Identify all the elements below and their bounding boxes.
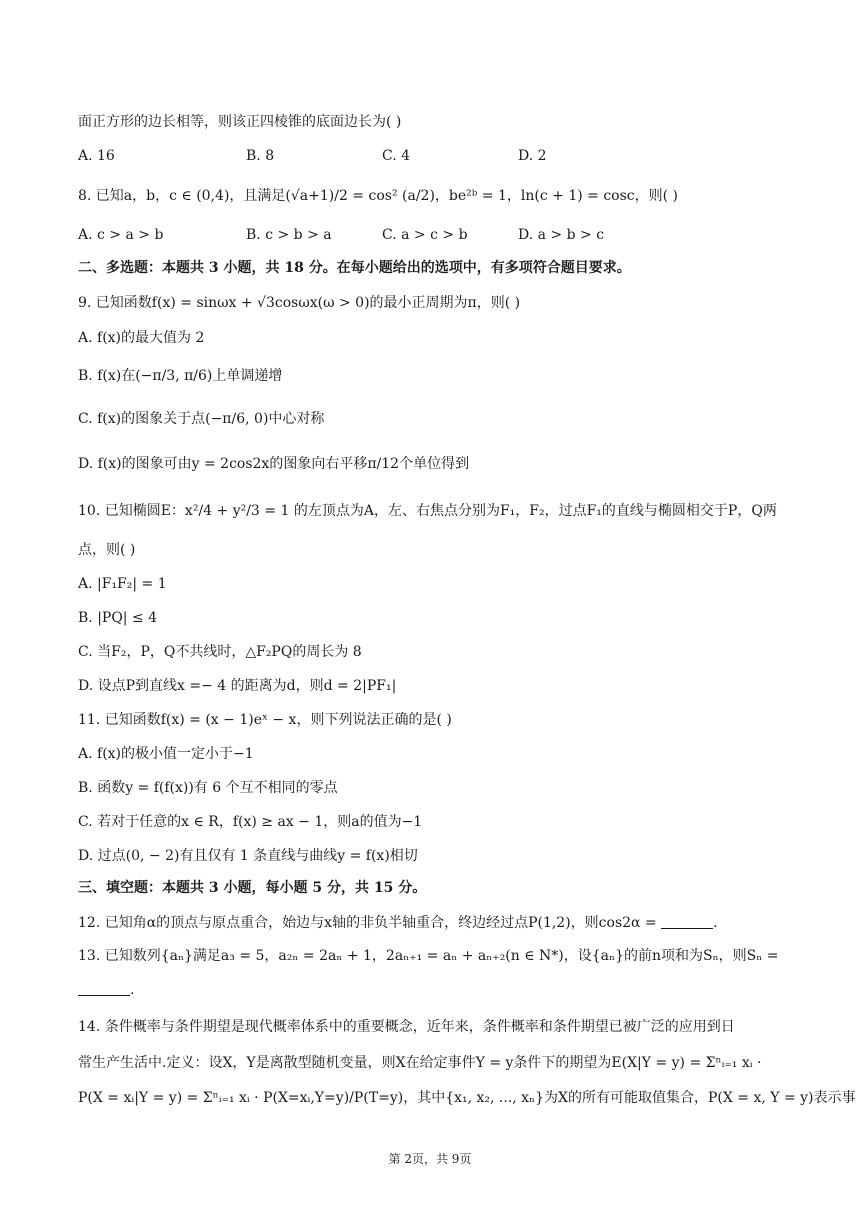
- q11-stem: 11. 已知函数f(x) = (x − 1)eˣ − x，则下列说法正确的是( ): [78, 712, 452, 728]
- q10-option-d: D. 设点P到直线x =− 4 的距离为d，则d = 2|PF₁|: [78, 678, 397, 694]
- q11-option-b: B. 函数y = f(f(x))有 6 个互不相同的零点: [78, 780, 338, 796]
- q12-tail: .: [713, 915, 718, 931]
- q14-line2: 常生产生活中.定义：设X，Y是离散型随机变量，则X在给定事件Y = y条件下的期望为E(X|Y = y) = Σⁿᵢ₌₁ xᵢ ·: [78, 1055, 762, 1071]
- q9-option-c: C. f(x)的图象关于点(−π/6, 0)中心对称: [78, 411, 325, 427]
- q8-option-c: C. a > c > b: [382, 227, 468, 243]
- answer-blank[interactable]: [661, 914, 713, 929]
- q11-option-a: A. f(x)的极小值一定小于−1: [78, 746, 254, 762]
- q9-option-b: B. f(x)在(−π/3, π/6)上单调递增: [78, 368, 283, 384]
- q7-stem: 面正方形的边长相等，则该正四棱锥的底面边长为( ): [78, 114, 402, 130]
- q9-option-a: A. f(x)的最大值为 2: [78, 330, 205, 346]
- page-footer: 第 2页，共 9页: [388, 1152, 472, 1166]
- q11-option-c: C. 若对于任意的x ∈ R，f(x) ≥ ax − 1，则a的值为−1: [78, 814, 423, 830]
- q10-stem-line2: 点，则( ): [78, 542, 136, 558]
- q9-stem: 9. 已知函数f(x) = sinωx + √3cosωx(ω > 0)的最小正周期为π，则( ): [78, 295, 521, 311]
- section-heading-multiple-choice: 二、多选题：本题共 3 小题，共 18 分。在每小题给出的选项中，有多项符合题目要求。: [78, 260, 631, 276]
- q11-option-d: D. 过点(0, − 2)有且仅有 1 条直线与曲线y = f(x)相切: [78, 848, 418, 864]
- q7-option-b: B. 8: [246, 148, 275, 164]
- q7-option-d: D. 2: [518, 148, 547, 164]
- q13-stem-line1: 13. 已知数列{aₙ}满足a₃ = 5，a₂ₙ = 2aₙ + 1，2aₙ₊₁ = aₙ + aₙ₊₂(n ∈ N*)，设{aₙ}的前n项和为Sₙ，则Sₙ =: [78, 948, 779, 964]
- q12-stem: [78, 913, 718, 933]
- q13-stem-line2: [78, 980, 134, 1000]
- q10-option-a: A. |F₁F₂| = 1: [78, 576, 167, 592]
- q10-stem-line1: 10. 已知椭圆E：x²/4 + y²/3 = 1 的左顶点为A，左、右焦点分别为F₁，F₂，过点F₁的直线与椭圆相交于P，Q两: [78, 503, 777, 519]
- q7-option-a: A. 16: [78, 148, 115, 164]
- q8-option-d: D. a > b > c: [518, 227, 605, 243]
- q13-tail: .: [130, 982, 135, 998]
- q12-text: 12. 已知角α的顶点与原点重合，始边与x轴的非负半轴重合，终边经过点P(1,2)，则cos2α =: [78, 915, 662, 931]
- q9-option-d: D. f(x)的图象可由y = 2cos2x的图象向右平移π/12个单位得到: [78, 456, 470, 472]
- q10-option-c: C. 当F₂，P，Q不共线时，△F₂PQ的周长为 8: [78, 644, 362, 660]
- q10-option-b: B. |PQ| ≤ 4: [78, 610, 158, 626]
- answer-blank[interactable]: [78, 981, 130, 996]
- section-heading-fill-in: 三、填空题：本题共 3 小题，每小题 5 分，共 15 分。: [78, 880, 427, 896]
- q14-line3: P(X = xᵢ|Y = y) = Σⁿᵢ₌₁ xᵢ · P(X=xᵢ,Y=y)/P(T=y)，其中{x₁, x₂, ..., xₙ}为X的所有可能取值集合，P(X = x, Y = y)表示事: [78, 1090, 856, 1106]
- q7-option-c: C. 4: [382, 148, 411, 164]
- q8-option-a: A. c > a > b: [78, 227, 164, 243]
- q8-stem: 8. 已知a，b，c ∈ (0,4)，且满足(√a+1)/2 = cos² (a/2)，be²ᵇ = 1，ln(c + 1) = cosc，则( ): [78, 188, 678, 204]
- q8-option-b: B. c > b > a: [246, 227, 332, 243]
- q14-line1: 14. 条件概率与条件期望是现代概率体系中的重要概念，近年来，条件概率和条件期望已被广泛的应用到日: [78, 1019, 735, 1035]
